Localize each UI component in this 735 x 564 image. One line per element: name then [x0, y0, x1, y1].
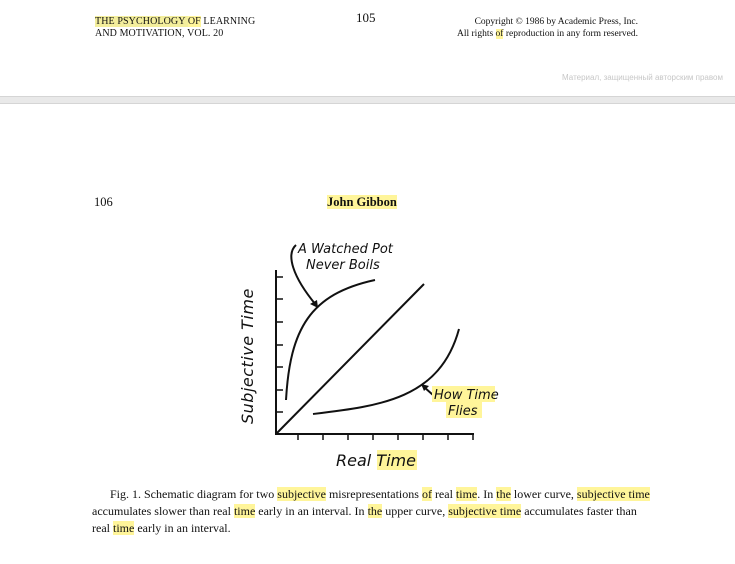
copyright-line1: Copyright © 1986 by Academic Press, Inc.	[474, 17, 638, 27]
caption-text: lower curve,	[510, 487, 577, 501]
series-title	[95, 16, 255, 40]
page-number: 106	[94, 195, 113, 209]
caption-text: early in an interval.	[134, 521, 231, 535]
watermark: Материал, защищенный авторским правом	[562, 73, 723, 82]
axes	[276, 270, 474, 434]
caption-highlight: of	[421, 487, 432, 501]
caption-text: . In	[477, 487, 497, 501]
copyright-notice	[457, 16, 638, 40]
series-title-line1-post: LEARNING	[200, 16, 256, 27]
copyright-line2-post: reproduction in any form reserved.	[503, 29, 638, 39]
author-name: John Gibbon	[327, 195, 397, 209]
caption-highlight: subjective time	[448, 504, 522, 518]
lower-curve-label-2: Flies	[448, 404, 478, 419]
series-title-line2: AND MOTIVATION, VOL. 20	[95, 28, 224, 39]
y-axis-label: Subjective Time	[238, 288, 257, 424]
series-title-line1-pre: THE PSYCHOLOGY	[95, 16, 188, 27]
caption-highlight: time	[112, 521, 135, 535]
x-axis-label-time: Time	[376, 451, 416, 470]
caption-text: Fig. 1. Schematic diagram for two	[110, 487, 278, 501]
caption-text: real	[431, 487, 456, 501]
axis-ticks	[276, 277, 473, 440]
caption-text: upper curve,	[382, 504, 449, 518]
caption-text: accumulates slower than real	[92, 504, 234, 518]
upper-curve-label-2: Never Boils	[306, 258, 380, 273]
caption-highlight: subjective time	[576, 487, 650, 501]
caption-highlight: subjective	[277, 487, 326, 501]
caption-text: early in an interval. In	[255, 504, 368, 518]
figure-caption	[92, 486, 652, 537]
caption-highlight: the	[496, 487, 511, 501]
previous-page	[0, 0, 735, 97]
x-axis-label-pre: Real	[336, 451, 377, 470]
caption-highlight: time	[233, 504, 256, 518]
caption-text: misrepresentations	[325, 487, 422, 501]
lower-curve-label-1: How Time	[434, 388, 499, 403]
real-time-line	[276, 284, 424, 434]
x-axis-label	[336, 451, 416, 470]
caption-text: accumulates faster than real	[92, 504, 637, 535]
copyright-line2-of: of	[495, 29, 504, 39]
caption-highlight: the	[367, 504, 383, 518]
copyright-line2-pre: All rights	[457, 29, 496, 39]
page-number-top: 105	[356, 10, 376, 25]
upper-curve	[286, 280, 375, 400]
current-page	[0, 103, 735, 564]
upper-curve-label-1: A Watched Pot	[298, 242, 393, 257]
caption-highlight: time	[455, 487, 478, 501]
series-title-line1-of: OF	[187, 16, 201, 27]
pointer-arrowheads	[310, 300, 429, 391]
